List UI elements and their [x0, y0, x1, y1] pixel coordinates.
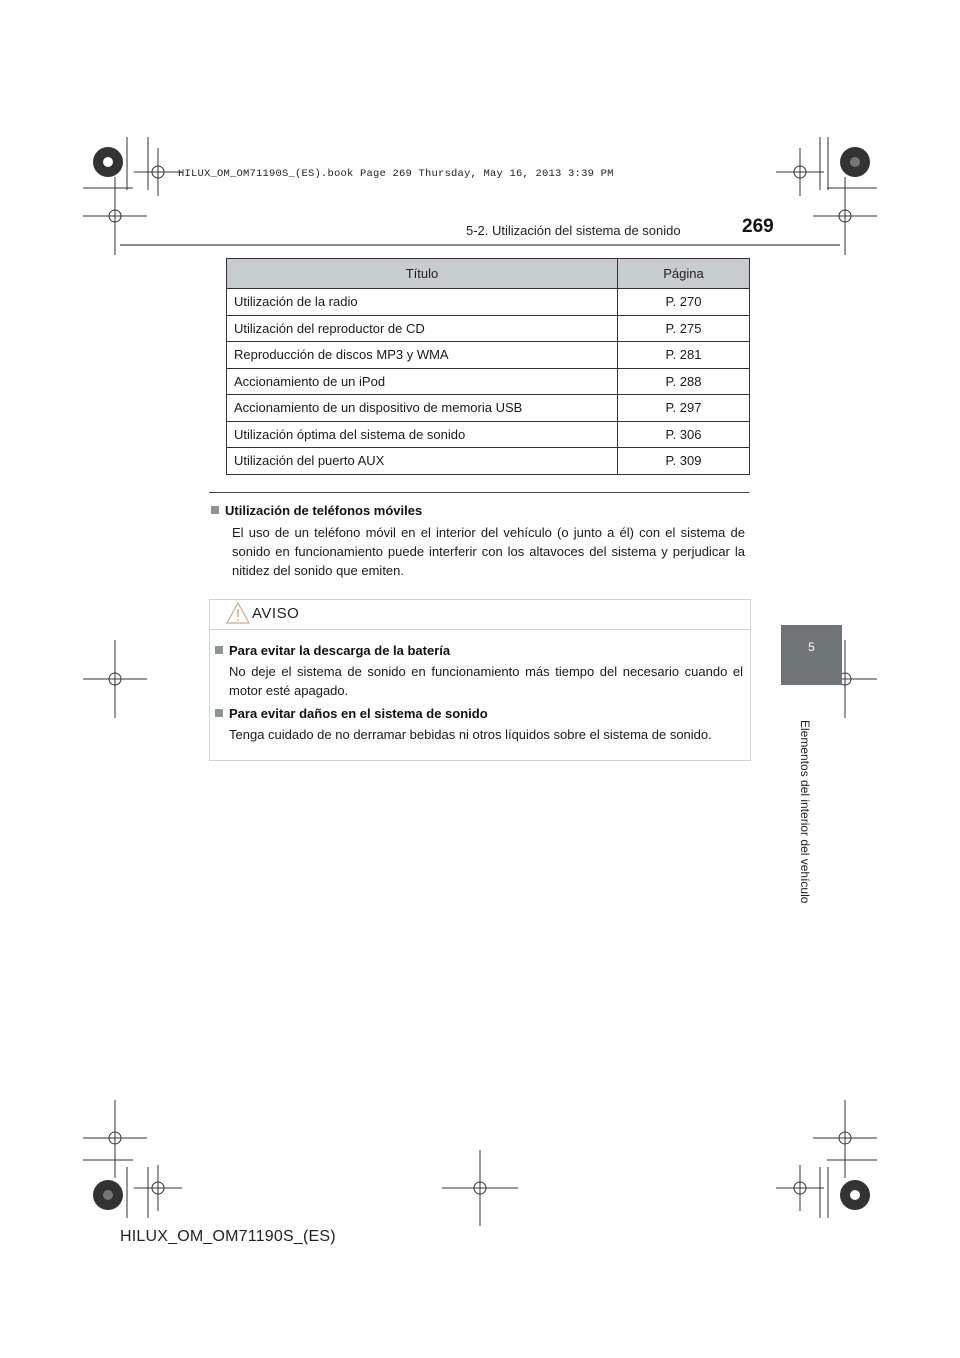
book-reference-line: HILUX_OM_OM71190S_(ES).book Page 269 Thursday, May 16, 2013 3:39 PM	[178, 168, 614, 180]
phones-paragraph: El uso de un teléfono móvil en el interior del vehículo (o junto a él) con el sistema de sonido en funcionamiento puede interferir con los altavoces del sistema y perjudicar la nitidez del sonido que emiten.	[232, 525, 745, 578]
row-title: Accionamiento de un iPod	[227, 368, 618, 395]
square-bullet-icon	[211, 506, 219, 514]
warning-item-heading-text: Para evitar la descarga de la batería	[229, 643, 451, 658]
table-row	[227, 368, 750, 395]
table-row	[227, 395, 750, 422]
row-page: P. 275	[618, 315, 750, 342]
column-header-page: Página	[618, 259, 750, 289]
warning-triangle-icon	[226, 602, 250, 624]
warning-item-heading-text: Para evitar daños en el sistema de sonido	[229, 706, 488, 721]
table-row	[227, 421, 750, 448]
row-title: Accionamiento de un dispositivo de memoria USB	[227, 395, 618, 422]
warning-item-text: No deje el sistema de sonido en funcionamiento más tiempo del necesario cuando el motor esté apagado.	[229, 664, 743, 698]
warning-title: AVISO	[252, 605, 300, 622]
chapter-label: Elementos del interior del vehículo	[798, 720, 812, 904]
table-row	[227, 289, 750, 316]
row-page: P. 288	[618, 368, 750, 395]
section-title: 5-2. Utilización del sistema de sonido	[466, 223, 681, 238]
warning-item-text: Tenga cuidado de no derramar bebidas ni otros líquidos sobre el sistema de sonido.	[229, 727, 712, 742]
table-row	[227, 342, 750, 369]
row-title: Utilización de la radio	[227, 289, 618, 316]
row-title: Reproducción de discos MP3 y WMA	[227, 342, 618, 369]
row-page: P. 281	[618, 342, 750, 369]
warning-header-divider	[209, 629, 751, 630]
phones-heading	[211, 503, 422, 518]
warning-item-heading	[215, 706, 488, 721]
table-row	[227, 315, 750, 342]
column-header-title: Título	[227, 259, 618, 289]
row-page: P. 297	[618, 395, 750, 422]
contents-table	[226, 258, 750, 475]
row-page: P. 309	[618, 448, 750, 475]
warning-item-heading	[215, 643, 450, 658]
header-rule	[120, 244, 840, 246]
chapter-number: 5	[808, 640, 815, 654]
square-bullet-icon	[215, 646, 223, 654]
row-page: P. 306	[618, 421, 750, 448]
table-row	[227, 448, 750, 475]
section-divider	[209, 492, 749, 493]
row-title: Utilización del puerto AUX	[227, 448, 618, 475]
row-title: Utilización del reproductor de CD	[227, 315, 618, 342]
phones-heading-text: Utilización de teléfonos móviles	[225, 503, 423, 518]
row-page: P. 270	[618, 289, 750, 316]
square-bullet-icon	[215, 709, 223, 717]
footer-document-code: HILUX_OM_OM71190S_(ES)	[120, 1228, 336, 1245]
row-title: Utilización óptima del sistema de sonido	[227, 421, 618, 448]
page-number: 269	[742, 216, 774, 237]
chapter-tab	[781, 625, 842, 685]
table-header-row	[227, 259, 750, 289]
